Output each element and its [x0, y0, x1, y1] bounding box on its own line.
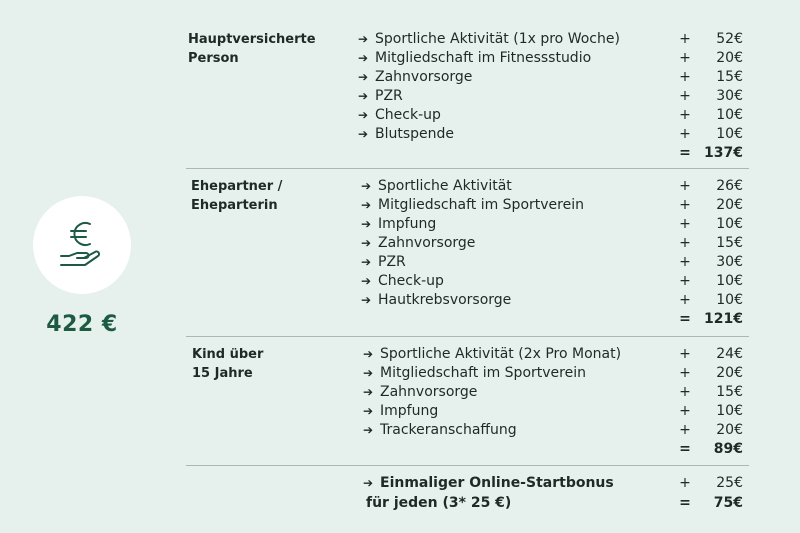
list-item: ➔ Blutspende + 10€ [358, 126, 743, 142]
list-item: ➔ Impfung + 10€ [361, 216, 743, 232]
arrow-right-icon: ➔ [361, 236, 372, 250]
list-item: ➔ Impfung + 10€ [363, 403, 743, 419]
subtotal-row: = 137€ [679, 145, 743, 161]
arrow-right-icon: ➔ [358, 51, 369, 65]
arrow-right-icon: ➔ [363, 366, 374, 380]
list-item: ➔ Check-up + 10€ [361, 273, 743, 289]
section-title: Hauptversicherte Person [188, 32, 316, 66]
arrow-right-icon: ➔ [361, 293, 372, 307]
bonus-row: ➔ Einmaliger Online-Startbonus + 25€ [363, 475, 743, 491]
subtotal-row: = 121€ [679, 311, 743, 327]
arrow-right-icon: ➔ [363, 423, 374, 437]
bonus-total-row: für jeden (3* 25 €) = 75€ [366, 495, 743, 511]
list-item: ➔ Mitgliedschaft im Sportverein + 20€ [361, 197, 743, 213]
divider [186, 168, 749, 169]
arrow-right-icon: ➔ [361, 255, 372, 269]
arrow-right-icon: ➔ [361, 217, 372, 231]
arrow-right-icon: ➔ [361, 274, 372, 288]
arrow-right-icon: ➔ [358, 108, 369, 122]
section-title: Kind über 15 Jahre [192, 347, 264, 381]
list-item: ➔ Hautkrebsvorsorge + 10€ [361, 292, 743, 308]
arrow-right-icon: ➔ [358, 89, 369, 103]
list-item: ➔ Check-up + 10€ [358, 107, 743, 123]
list-item: ➔ Zahnvorsorge + 15€ [361, 235, 743, 251]
section-title: Ehepartner / Eheparterin [191, 179, 283, 213]
divider [186, 336, 749, 337]
subtotal-row: = 89€ [679, 441, 743, 457]
list-item: ➔ Trackeranschaffung + 20€ [363, 422, 743, 438]
arrow-right-icon: ➔ [358, 127, 369, 141]
list-item: ➔ Sportliche Aktivität (2x Pro Monat) + 24€ [363, 346, 743, 362]
arrow-right-icon: ➔ [363, 476, 374, 490]
list-item: ➔ PZR + 30€ [358, 88, 743, 104]
arrow-right-icon: ➔ [358, 70, 369, 84]
arrow-right-icon: ➔ [361, 179, 372, 193]
list-item: ➔ Zahnvorsorge + 15€ [363, 384, 743, 400]
arrow-right-icon: ➔ [358, 32, 369, 46]
arrow-right-icon: ➔ [361, 198, 372, 212]
list-item: ➔ Zahnvorsorge + 15€ [358, 69, 743, 85]
list-item: ➔ Sportliche Aktivität (1x pro Woche) + 52€ [358, 31, 743, 47]
arrow-right-icon: ➔ [363, 385, 374, 399]
total-amount: 422 € [46, 312, 118, 337]
list-item: ➔ Sportliche Aktivität + 26€ [361, 178, 743, 194]
arrow-right-icon: ➔ [363, 347, 374, 361]
list-item: ➔ Mitgliedschaft im Fitnessstudio + 20€ [358, 50, 743, 66]
euro-badge [33, 196, 131, 294]
list-item: ➔ PZR + 30€ [361, 254, 743, 270]
arrow-right-icon: ➔ [363, 404, 374, 418]
euro-hand-icon [57, 218, 107, 270]
list-item: ➔ Mitgliedschaft im Sportverein + 20€ [363, 365, 743, 381]
divider [186, 465, 749, 466]
